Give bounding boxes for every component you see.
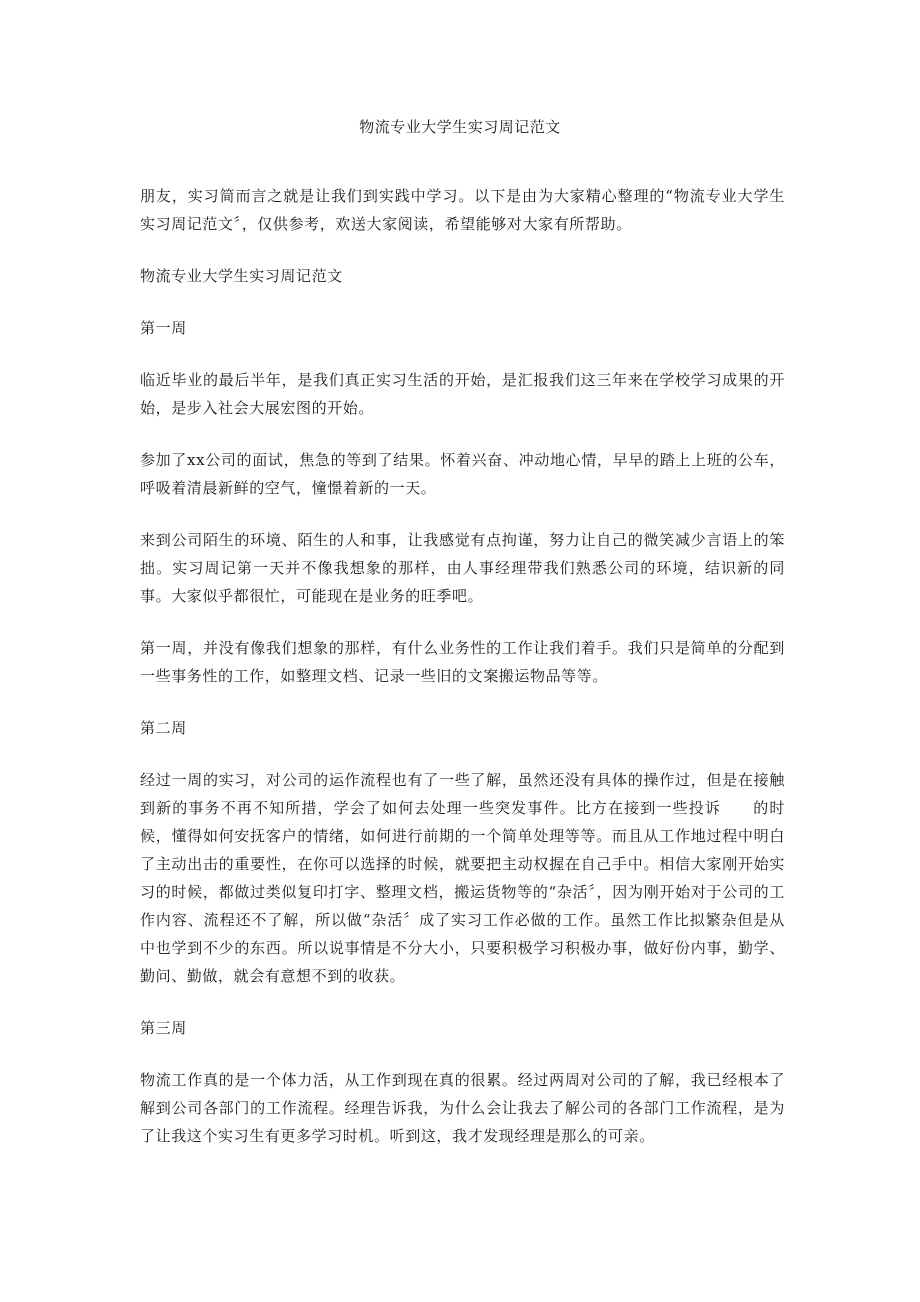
week-3-heading: 第三周 (140, 1019, 187, 1037)
week-1-paragraph-1: 临近毕业的最后半年，是我们真正实习生活的开始，是汇报我们这三年来在学校学习成果的开始，是步入社会大展宏图的开始。 (140, 371, 785, 417)
document-body (140, 182, 785, 1174)
document-title: 物流专业大学生实习周记范文 (359, 118, 561, 136)
week-1-paragraph-4: 第一周，并没有像我们想象的那样，有什么业务性的工作让我们着手。我们只是简单的分配到一些事务性的工作，如整理文档、记录一些旧的文案搬运物品等等。 (140, 639, 785, 685)
section-title: 物流专业大学生实习周记范文 (140, 267, 343, 285)
week-2-paragraph-1: 经过一周的实习，对公司的运作流程也有了一些了解，虽然还没有具体的操作过，但是在接触到新的事务不再不知所措，学会了如何去处理一些突发事件。比方在接到一些投诉 的时候，懂得如何安抚客户的情绪，如何进行前期的一个简单处理等等。而且从工作地过程中明白了主动出击的重要性，在你可以选择的时候，就要把主动权握在自己手中。相信大家刚开始实习的时候，都做过类似复印打字、整理文档，搬运货物等的“杂活〞，因为刚开始对于公司的工作内容、流程还不了解，所以做“杂活〞成了实习工作必做的工作。虽然工作比拟繁杂但是从中也学到不少的东西。所以说事情是不分大小，只要积极学习积极办事，做好份内事，勤学、勤问、勤做，就会有意想不到的收获。 (140, 771, 785, 985)
week-3-paragraph-1: 物流工作真的是一个体力活，从工作到现在真的很累。经过两周对公司的了解，我已经根本了解到公司各部门的工作流程。经理告诉我，为什么会让我去了解公司的各部门工作流程，是为了让我这个实习生有更多学习时机。听到这，我才发现经理是那么的可亲。 (140, 1071, 785, 1145)
week-1-heading: 第一周 (140, 319, 187, 337)
week-2-heading: 第二周 (140, 719, 187, 737)
week-1-paragraph-3: 来到公司陌生的环境、陌生的人和事，让我感觉有点拘谨，努力让自己的微笑减少言语上的笨拙。实习周记第一天并不像我想象的那样，由人事经理带我们熟悉公司的环境，结识新的同事。大家似乎都很忙，可能现在是业务的旺季吧。 (140, 531, 785, 605)
intro-paragraph: 朋友，实习简而言之就是让我们到实践中学习。以下是由为大家精心整理的“物流专业大学生实习周记范文〞，仅供参考，欢送大家阅读，希望能够对大家有所帮助。 (140, 187, 785, 233)
week-1-paragraph-2: 参加了xx公司的面试，焦急的等到了结果。怀着兴奋、冲动地心情，早早的踏上上班的公车，呼吸着清晨新鲜的空气，憧憬着新的一天。 (140, 451, 785, 497)
